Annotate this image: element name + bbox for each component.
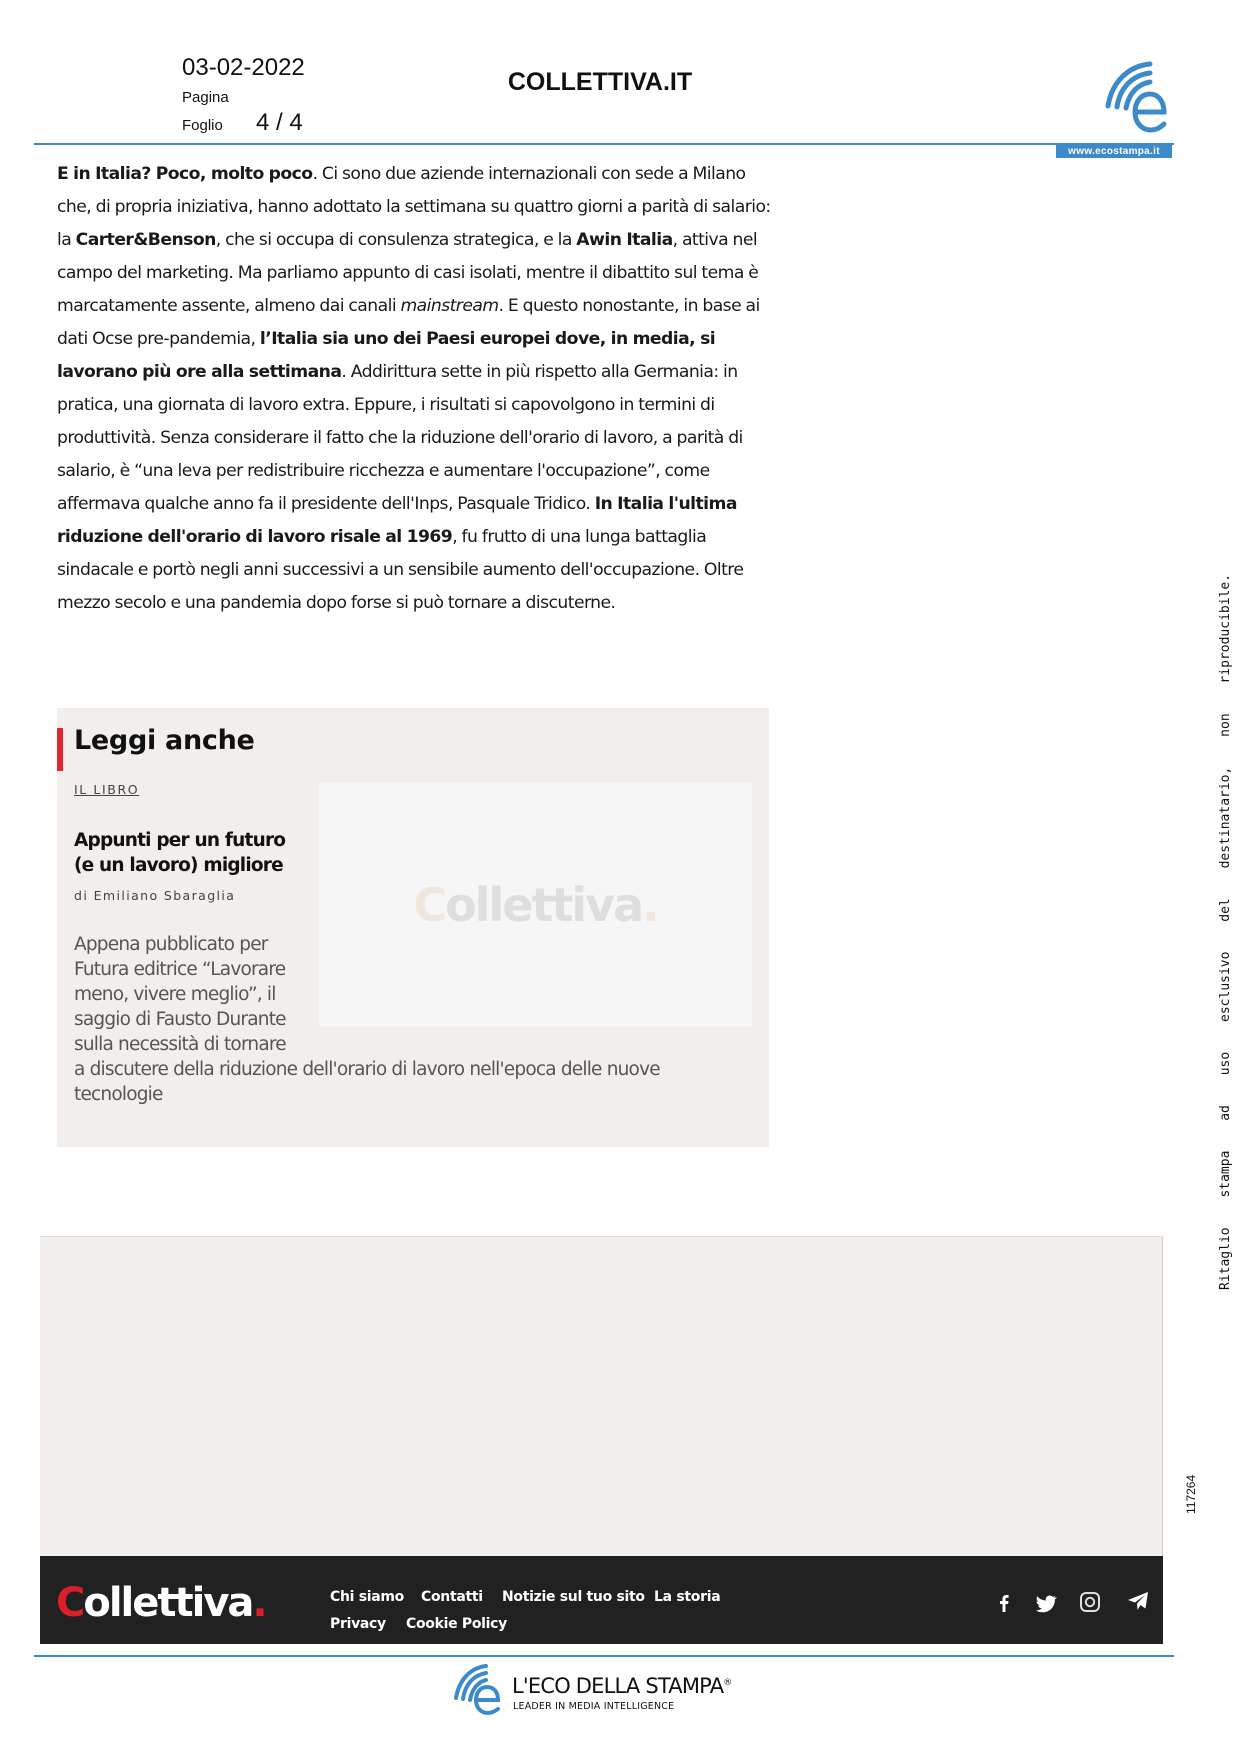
summary-line: Appena pubblicato per [74, 934, 268, 955]
text-run: . Ci sono due aziende internazionali con sede a Milano che, di propria iniziativa, hanno adottato la settimana su quattro giorni a parità di salario: la [57, 164, 771, 250]
reproduction-notice: Ritaglio stampa ad uso esclusivo del destinatario, non riproducibile. [1218, 573, 1233, 1290]
foglio-value: 4 / 4 [256, 109, 303, 136]
logo-dot: . [642, 878, 658, 932]
eco-della-stampa-tagline: LEADER IN MEDIA INTELLIGENCE [513, 1701, 675, 1712]
summary-line: tecnologie [74, 1084, 163, 1105]
logo-wordmark: ollettiva. [445, 878, 658, 932]
bold-text-run: Carter&Benson [75, 230, 216, 250]
logo-dot: . [252, 1580, 266, 1626]
summary-line: saggio di Fausto Durante [74, 1009, 286, 1030]
footer-link-la-storia[interactable]: La storia [654, 1589, 721, 1605]
italic-text-run: mainstream [400, 296, 499, 316]
text-run: . Addirittura sette in più rispetto alla Germania: in pratica, una giornata di lavoro extra. Eppure, i risultati si capovolgono in termini di produttività. Senza considerare il fatto che la riduzione dell'orario di lavoro, a parità di salario, è “una leva per redistribuire ricchezza e aumentare l'occupazione”, come affermava qualche anno fa il presidente dell'Inps, Pasquale Tridico. [57, 362, 743, 514]
footer-divider [34, 1655, 1174, 1657]
bold-text-run: l’Italia sia uno dei Paesi europei dove, in media, si lavorano più ore alla settimana [57, 329, 716, 382]
summary-line: Futura editrice “Lavorare [74, 959, 286, 980]
summary-line: meno, vivere meglio”, il [74, 984, 276, 1005]
clipping-code: 117264 [1184, 1474, 1198, 1514]
pagina-label: Pagina [182, 89, 229, 106]
article-body [57, 158, 777, 620]
text-run: , fu frutto di una lunga battaglia sindacale e portò negli anni successivi a un sensibile aumento dell'occupazione. Oltre mezzo secolo e una pandemia dopo forse si può tornare a discuterne. [57, 527, 744, 613]
summary-line: sulla necessità di tornare [74, 1034, 286, 1055]
footer-link-notizie[interactable]: Notizie sul tuo sito [502, 1589, 645, 1605]
ecostampa-url[interactable]: www.ecostampa.it [1056, 145, 1172, 158]
logo-c-glyph: C [56, 1580, 84, 1626]
footer-link-privacy[interactable]: Privacy [330, 1616, 386, 1632]
related-article-summary [74, 932, 754, 1107]
related-article-headline[interactable]: Appunti per un futuro (e un lavoro) migliore [74, 830, 286, 876]
registered-mark: ® [723, 1678, 732, 1688]
header-divider [34, 143, 1174, 145]
thumbnail-logo-placeholder [319, 878, 752, 932]
text-run: , che si occupa di consulenza strategica, e la [215, 230, 577, 250]
footer-logo[interactable] [56, 1580, 266, 1626]
clipping-date: 03-02-2022 [182, 54, 305, 81]
article-paragraph [57, 158, 777, 620]
footer-link-chi-siamo[interactable]: Chi siamo [330, 1589, 404, 1605]
related-article-author: di Emiliano Sbaraglia [74, 888, 236, 903]
section-accent-bar [57, 728, 63, 771]
eco-della-stampa-logo-icon [452, 1662, 504, 1716]
text-run: . E questo nonostante, in base ai dati Ocse pre-pandemia, [57, 296, 760, 349]
bold-text-run: In Italia l'ultima riduzione dell'orario di lavoro risale al 1969 [57, 494, 737, 547]
instagram-icon[interactable] [1078, 1590, 1102, 1614]
text-run: , attiva nel campo del marketing. Ma parliamo appunto di casi isolati, mentre il dibattito sul tema è marcatamente assente, almeno dai canali [57, 230, 759, 316]
brand-name: L'ECO DELLA STAMPA [512, 1674, 724, 1698]
facebook-icon[interactable] [992, 1591, 1016, 1615]
logo-c-glyph: C [413, 878, 446, 932]
summary-line: a discutere della riduzione dell'orario di lavoro nell'epoca delle nuove [74, 1059, 660, 1080]
eco-della-stampa-brand [512, 1674, 731, 1698]
ad-placeholder [40, 1236, 1163, 1557]
footer-link-cookie-policy[interactable]: Cookie Policy [406, 1616, 507, 1632]
logo-wordmark: ollettiva. [83, 1580, 266, 1626]
twitter-icon[interactable] [1034, 1591, 1058, 1615]
related-category-link[interactable]: IL LIBRO [74, 782, 140, 797]
telegram-icon[interactable] [1126, 1589, 1150, 1613]
bold-text-run: Awin Italia [576, 230, 673, 250]
ecostampa-logo-icon [1100, 58, 1172, 136]
footer-link-contatti[interactable]: Contatti [421, 1589, 483, 1605]
foglio-label: Foglio [182, 117, 223, 134]
publication-title: COLLETTIVA.IT [507, 68, 693, 96]
related-section-title: Leggi anche [74, 725, 255, 756]
bold-text-run: E in Italia? Poco, molto poco [57, 164, 313, 184]
